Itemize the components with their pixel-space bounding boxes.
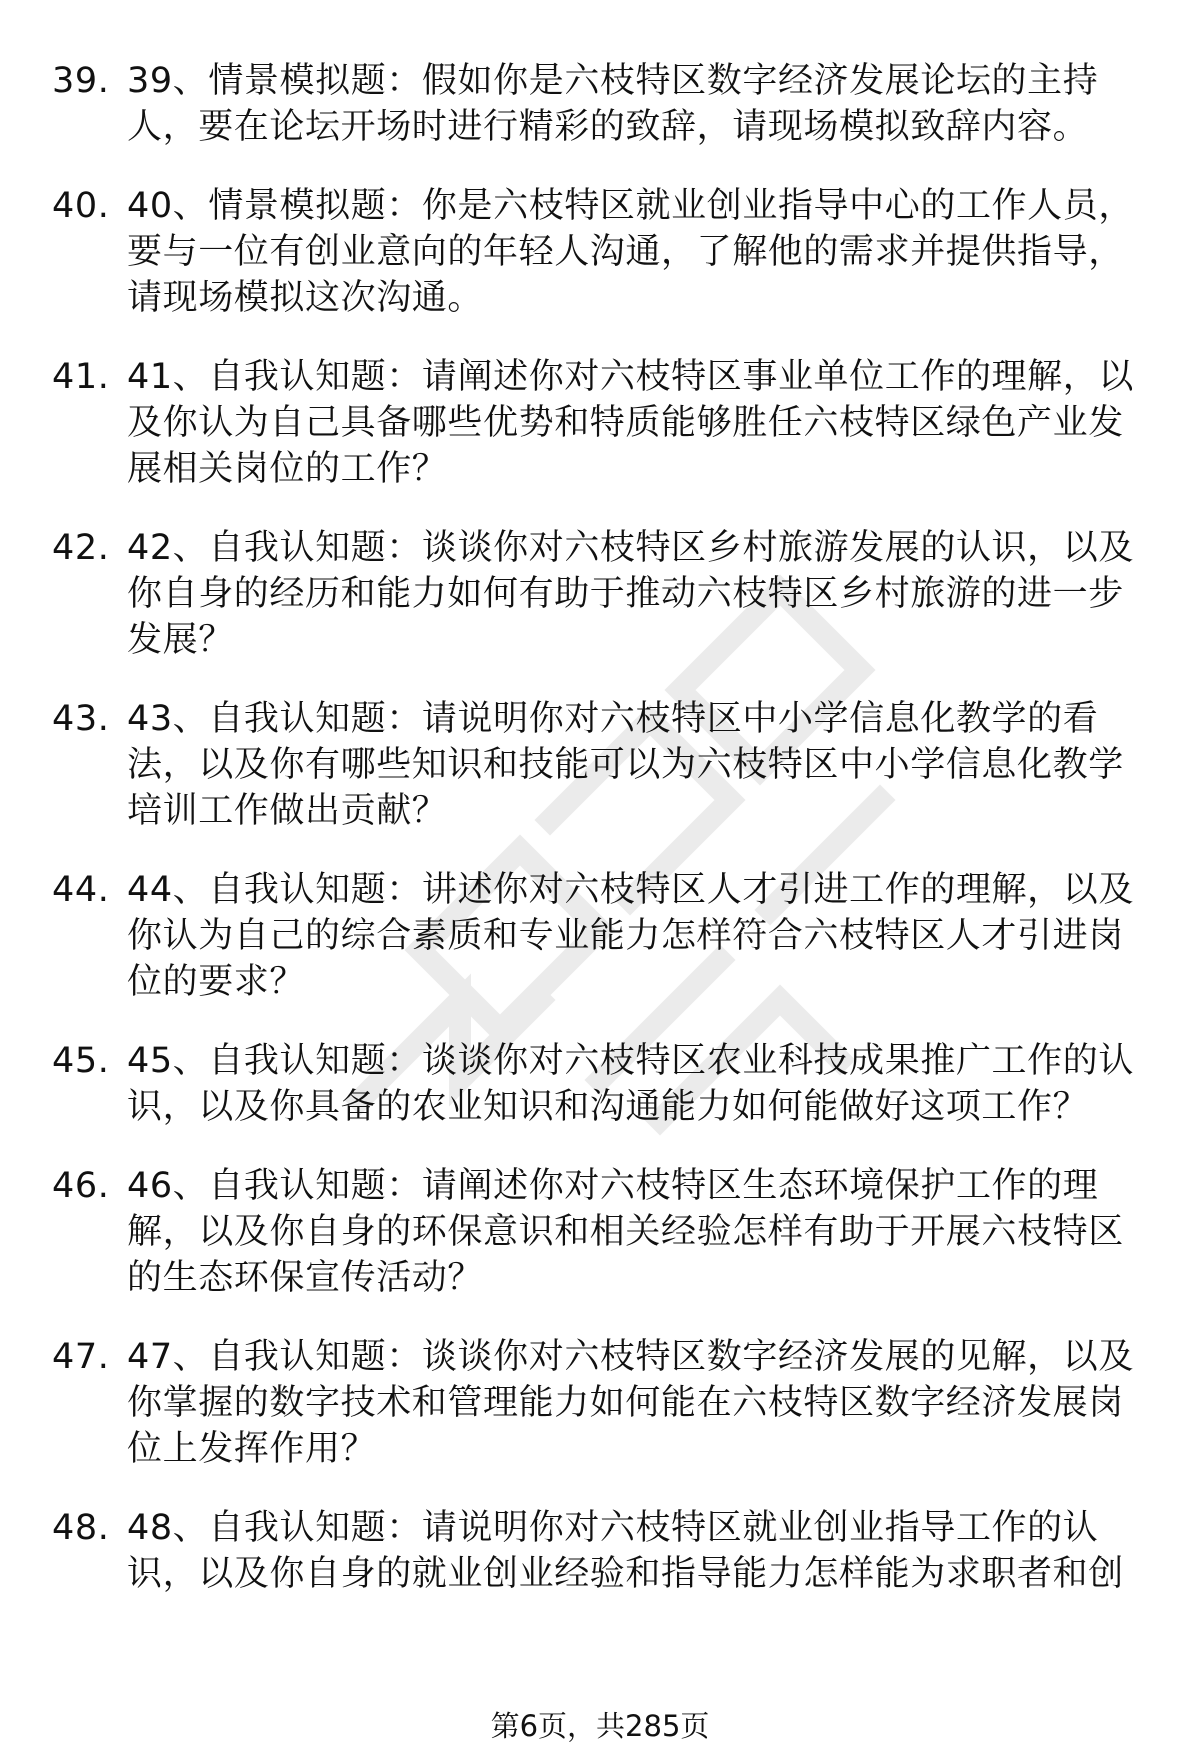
question-number: 45. [52, 1041, 110, 1081]
question-text: 46、自我认知题：请阐述你对六枝特区生态环境保护工作的理解，以及你自身的环保意识和相关经验怎样有助于开展六枝特区的生态环保宣传活动？ [127, 1166, 1124, 1298]
question-number: 42. [52, 528, 110, 568]
question-text: 42、自我认知题：谈谈你对六枝特区乡村旅游发展的认识，以及你自身的经历和能力如何有助于推动六枝特区乡村旅游的进一步发展？ [127, 528, 1134, 660]
page-footer: 第6页，共285页 [490, 1709, 710, 1743]
question-item-45 [52, 1038, 1152, 1130]
question-list [52, 58, 1152, 1630]
question-item-48 [52, 1505, 1152, 1597]
question-item-42 [52, 525, 1152, 663]
question-number: 48. [52, 1508, 110, 1548]
question-text: 48、自我认知题：请说明你对六枝特区就业创业指导工作的认识，以及你自身的就业创业经验和指导能力怎样能为求职者和创 [127, 1508, 1124, 1594]
question-item-41 [52, 354, 1152, 492]
question-text: 40、情景模拟题：你是六枝特区就业创业指导中心的工作人员，要与一位有创业意向的年轻人沟通，了解他的需求并提供指导，请现场模拟这次沟通。 [127, 186, 1134, 318]
question-number: 40. [52, 186, 110, 226]
question-number: 47. [52, 1337, 110, 1377]
question-item-43 [52, 696, 1152, 834]
question-text: 43、自我认知题：请说明你对六枝特区中小学信息化教学的看法，以及你有哪些知识和技能可以为六枝特区中小学信息化教学培训工作做出贡献？ [127, 699, 1124, 831]
question-item-39 [52, 58, 1152, 150]
question-item-46 [52, 1163, 1152, 1301]
question-text: 44、自我认知题：讲述你对六枝特区人才引进工作的理解，以及你认为自己的综合素质和专业能力怎样符合六枝特区人才引进岗位的要求？ [127, 870, 1134, 1002]
question-item-44 [52, 867, 1152, 1005]
question-item-40 [52, 183, 1152, 321]
question-number: 39. [52, 61, 110, 101]
question-number: 44. [52, 870, 110, 910]
question-number: 41. [52, 357, 110, 397]
question-number: 46. [52, 1166, 110, 1206]
question-item-47 [52, 1334, 1152, 1472]
question-text: 41、自我认知题：请阐述你对六枝特区事业单位工作的理解，以及你认为自己具备哪些优势和特质能够胜任六枝特区绿色产业发展相关岗位的工作？ [127, 357, 1134, 489]
question-text: 39、情景模拟题：假如你是六枝特区数字经济发展论坛的主持人，要在论坛开场时进行精彩的致辞，请现场模拟致辞内容。 [127, 61, 1099, 147]
question-text: 45、自我认知题：谈谈你对六枝特区农业科技成果推广工作的认识，以及你具备的农业知识和沟通能力如何能做好这项工作？ [127, 1041, 1134, 1127]
question-text: 47、自我认知题：谈谈你对六枝特区数字经济发展的见解，以及你掌握的数字技术和管理能力如何能在六枝特区数字经济发展岗位上发挥作用？ [127, 1337, 1134, 1469]
question-number: 43. [52, 699, 110, 739]
